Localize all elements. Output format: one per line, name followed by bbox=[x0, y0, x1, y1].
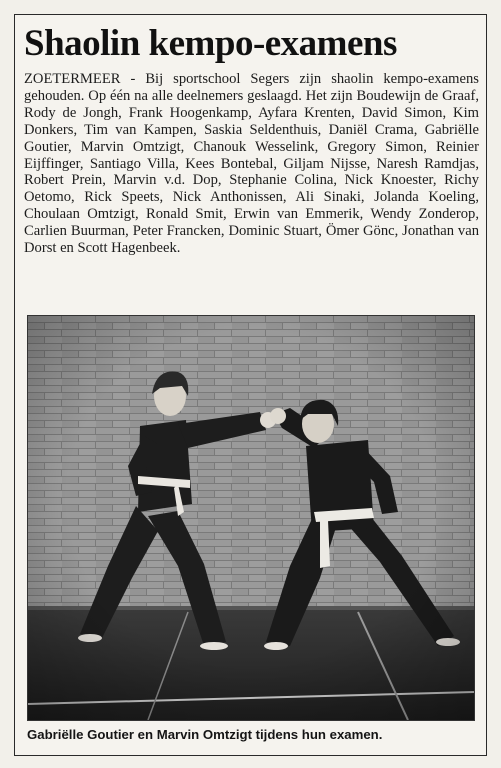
newspaper-clipping bbox=[14, 14, 487, 756]
article-body: ZOETERMEER - Bij sportschool Segers zijn shaolin kempo-examens gehouden. Op één na alle deelnemers geslaagd. Het zijn Boudewijn de Graaf, Rody de Jongh, Frank Hoogenkamp, Ayfara Krenten, David Simon, Kim Donkers, Tim van Kampen, Saskia Seldenthuis, Daniël Crama, Gabriëlle Goutier, Marvin Omtzigt, Chanouk Wesselink, Gregory Simon, Reinier Eijffinger, Santiago Villa, Kees Bontebal, Giljam Nijsse, Naresh Ramdjas, Robert Prein, Marvin v.d. Dop, Stephanie Colina, Nick Knoester, Richy Oetomo, Rick Speets, Nick Anthonissen, Ali Sinaki, Jolanda Koeling, Choulaan Omtzigt, Ronald Smit, Erwin van Emmerik, Wendy Zonderop, Carlien Buurman, Peter Francken, Dominic Stuart, Ömer Gönc, Jonathan van Dorst en Scott Hagenbeek. bbox=[24, 71, 479, 257]
karate-photo-image bbox=[28, 316, 474, 720]
article-photo bbox=[27, 315, 475, 721]
headline: Shaolin kempo-examens bbox=[24, 23, 397, 64]
photo-caption: Gabriëlle Goutier en Marvin Omtzigt tijdens hun examen. bbox=[27, 727, 383, 742]
